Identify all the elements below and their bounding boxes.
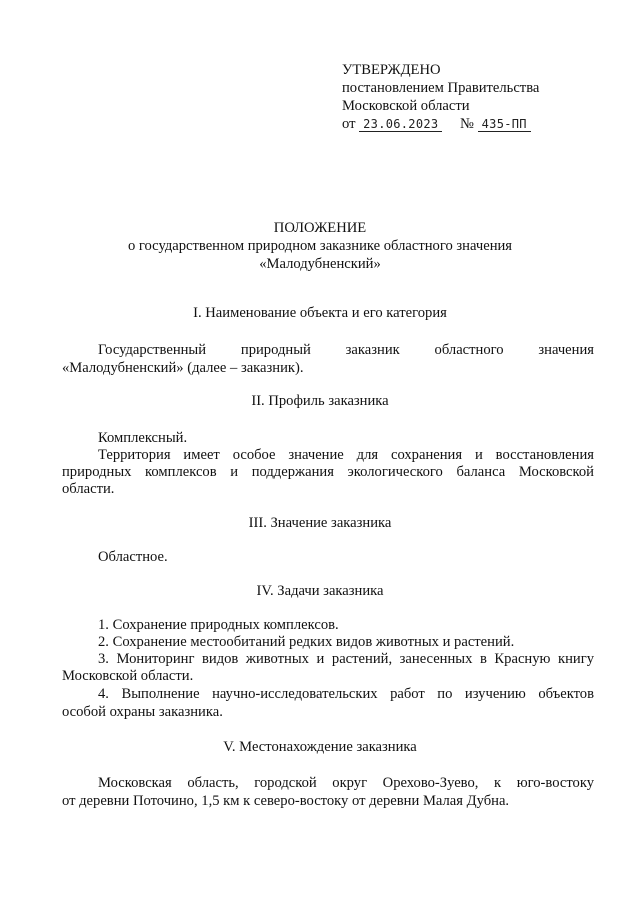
- approval-line-2: Московской области: [342, 98, 470, 114]
- approval-date-line: [342, 115, 531, 133]
- approval-from-label: от: [342, 116, 356, 132]
- approval-line-1: постановлением Правительства: [342, 80, 540, 96]
- paragraph-line: Комплексный.: [98, 430, 188, 446]
- paragraph-line: Государственный природный заказник областного значения: [98, 342, 594, 358]
- section-heading: III. Значение заказника: [248, 515, 392, 531]
- document-subtitle-line-2: «Малодубненский»: [259, 256, 381, 272]
- list-item: 2. Сохранение местообитаний редких видов животных и растений.: [98, 634, 515, 650]
- list-item-continuation: особой охраны заказника.: [62, 704, 223, 720]
- document-title: ПОЛОЖЕНИЕ: [273, 220, 367, 236]
- paragraph-line: природных комплексов и поддержания экологического баланса Московской: [62, 464, 594, 480]
- approval-number-label: №: [460, 116, 474, 132]
- section-heading: I. Наименование объекта и его категория: [193, 305, 447, 321]
- section-heading: II. Профиль заказника: [251, 393, 389, 409]
- approval-number: 435-ПП: [478, 117, 531, 132]
- paragraph-line: Областное.: [98, 549, 168, 565]
- approval-date: 23.06.2023: [359, 117, 442, 132]
- paragraph-line: Территория имеет особое значение для сохранения и восстановления: [98, 447, 594, 463]
- list-item-continuation: Московской области.: [62, 668, 194, 684]
- approval-title: УТВЕРЖДЕНО: [342, 62, 441, 78]
- list-item: 4. Выполнение научно-исследовательских работ по изучению объектов: [98, 686, 594, 702]
- list-item: 3. Мониторинг видов животных и растений, занесенных в Красную книгу: [98, 651, 594, 667]
- paragraph-line: «Малодубненский» (далее – заказник).: [62, 360, 304, 376]
- paragraph-line: от деревни Поточино, 1,5 км к северо-востоку от деревни Малая Дубна.: [62, 793, 510, 809]
- paragraph-line: Московская область, городской округ Орехово-Зуево, к юго-востоку: [98, 775, 594, 791]
- document-subtitle-line-1: о государственном природном заказнике областного значения: [127, 238, 513, 254]
- paragraph-line: области.: [62, 481, 115, 497]
- list-item: 1. Сохранение природных комплексов.: [98, 617, 339, 633]
- section-heading: V. Местонахождение заказника: [223, 739, 417, 755]
- section-heading: IV. Задачи заказника: [256, 583, 384, 599]
